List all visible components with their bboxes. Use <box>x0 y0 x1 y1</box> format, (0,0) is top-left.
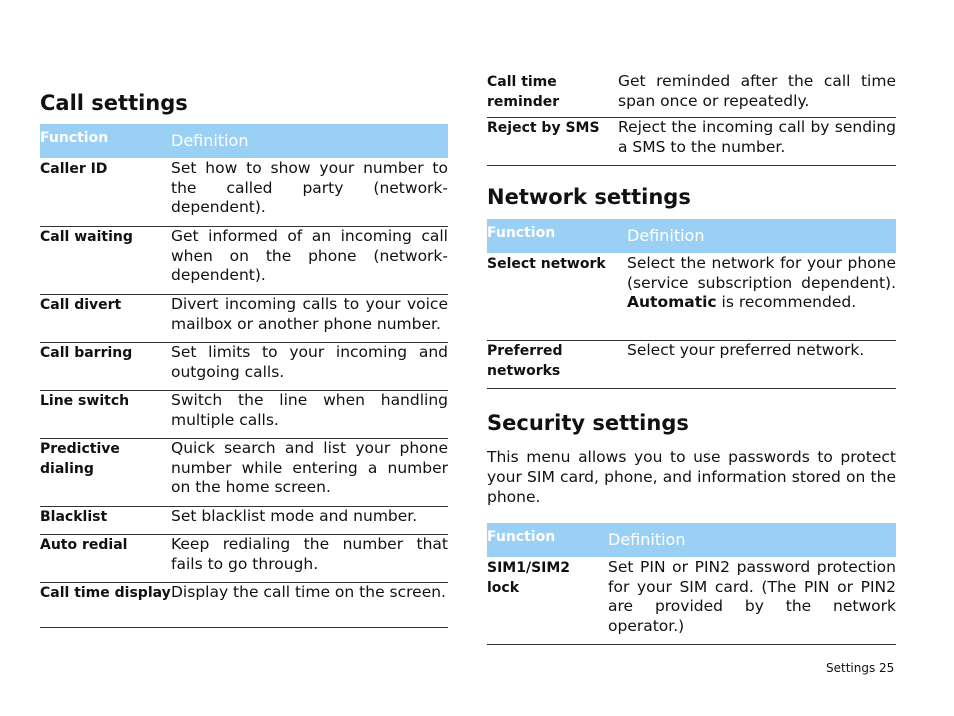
function-term: Call waiting <box>40 227 171 295</box>
table-row <box>40 507 448 535</box>
function-definition: Divert incoming calls to your voice mailbox or another phone number. <box>171 295 448 343</box>
function-term: Line switch <box>40 391 171 439</box>
network-settings-table <box>487 219 896 389</box>
function-term: Call time reminder <box>487 72 618 118</box>
table-header-row <box>487 523 896 557</box>
function-term: Call divert <box>40 295 171 343</box>
function-term: Select network <box>487 253 627 341</box>
table-row <box>40 295 448 343</box>
function-definition: Reject the incoming call by sending a SMS to the number. <box>618 118 896 166</box>
table-row <box>487 118 896 166</box>
table-header-row <box>487 219 896 253</box>
function-column-header: Function <box>487 219 627 253</box>
function-term: Preferred networks <box>487 341 627 389</box>
function-definition: Display the call time on the screen. <box>171 583 448 628</box>
table-row <box>487 557 896 645</box>
function-definition: Set limits to your incoming and outgoing calls. <box>171 343 448 391</box>
function-definition: Set how to show your number to the called party (network-dependent). <box>171 158 448 227</box>
function-term: Predictive dialing <box>40 439 171 507</box>
table-row <box>487 341 896 389</box>
function-definition: Keep redialing the number that fails to go through. <box>171 535 448 583</box>
table-header-row <box>40 124 448 158</box>
function-definition <box>627 253 896 341</box>
table-row <box>40 583 448 628</box>
function-definition: Select your preferred network. <box>627 341 896 389</box>
definition-text: is recommended. <box>721 293 857 312</box>
call-settings-table <box>40 124 448 628</box>
table-row <box>487 72 896 118</box>
function-definition: Get reminded after the call time span once or repeatedly. <box>618 72 896 118</box>
definition-column-header: Definition <box>627 219 896 253</box>
definition-text: Select the network for your phone (service subscription dependent). <box>627 254 896 292</box>
table-row <box>40 391 448 439</box>
table-row <box>40 158 448 227</box>
call-settings-title: Call settings <box>40 91 188 115</box>
function-definition: Quick search and list your phone number while entering a number on the home screen. <box>171 439 448 507</box>
page-number: 25 <box>879 661 895 675</box>
table-row <box>487 253 896 341</box>
function-term: Call time display <box>40 583 171 628</box>
function-column-header: Function <box>40 124 171 158</box>
security-settings-table <box>487 523 896 645</box>
function-definition: Set blacklist mode and number. <box>171 507 448 535</box>
function-term: Reject by SMS <box>487 118 618 166</box>
security-settings-title: Security settings <box>487 411 689 435</box>
security-settings-intro: This menu allows you to use passwords to protect your SIM card, phone, and information stored on the phone. <box>487 448 896 506</box>
function-term: Blacklist <box>40 507 171 535</box>
function-column-header: Function <box>487 523 608 557</box>
function-term: SIM1/SIM2 lock <box>487 557 608 645</box>
page-footer <box>826 660 894 676</box>
function-definition: Set PIN or PIN2 password protection for your SIM card. (The PIN or PIN2 are provided by the network operator.) <box>608 557 896 645</box>
definition-column-header: Definition <box>171 124 448 158</box>
function-definition: Switch the line when handling multiple calls. <box>171 391 448 439</box>
footer-section-name: Settings <box>826 661 876 675</box>
table-row <box>40 227 448 295</box>
function-definition: Get informed of an incoming call when on the phone (network-dependent). <box>171 227 448 295</box>
table-row <box>40 343 448 391</box>
table-row <box>40 535 448 583</box>
function-term: Auto redial <box>40 535 171 583</box>
definition-column-header: Definition <box>608 523 896 557</box>
call-settings-table-continued <box>487 72 896 166</box>
network-settings-title: Network settings <box>487 185 691 209</box>
table-row <box>40 439 448 507</box>
automatic-emphasis: Automatic <box>627 293 717 312</box>
function-term: Call barring <box>40 343 171 391</box>
function-term: Caller ID <box>40 158 171 227</box>
